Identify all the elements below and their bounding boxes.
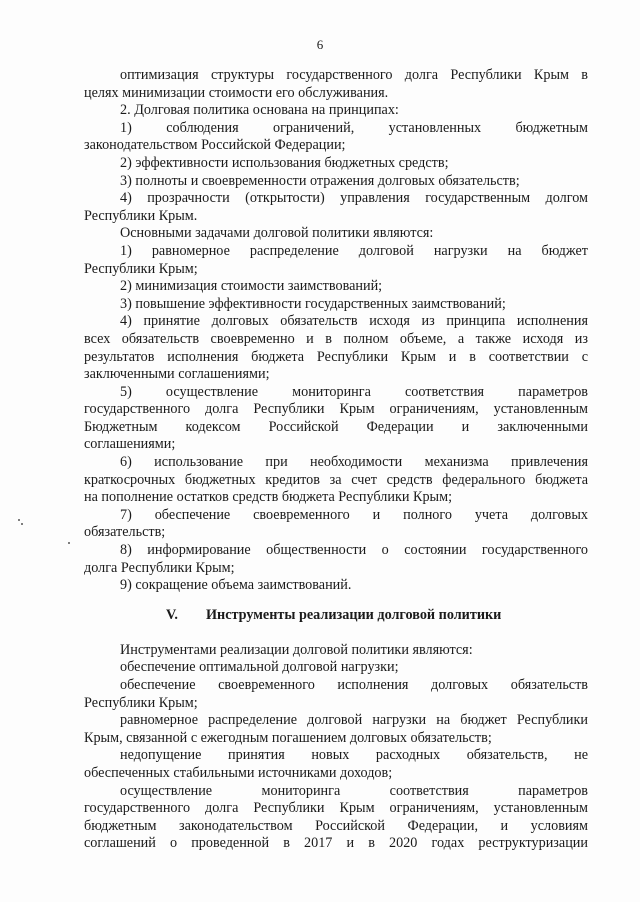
text-line: Основными задачами долговой политики являются: — [120, 225, 434, 242]
text-line: недопущение принятия новых расходных обязательств, не — [120, 747, 588, 764]
text-line: государственного долга Республики Крым ограничениям, установленным — [84, 800, 588, 817]
text-line: равномерное распределение долговой нагрузки на бюджет Республики — [120, 712, 588, 729]
text-line: 5) осуществление мониторинга соответствия параметров — [120, 383, 588, 400]
text-line: соглашениями; — [84, 436, 176, 453]
text-line: результатов исполнения бюджета Республики Крым и в соответствии с — [84, 348, 588, 365]
text-line: Республики Крым; — [84, 260, 198, 277]
text-line: Бюджетным кодексом Российской Федерации и заключенными — [84, 418, 588, 435]
text-line: бюджетным законодательством Российской Федерации, и условиям — [84, 817, 588, 834]
section-heading — [84, 602, 588, 628]
text-line: обеспечение своевременного исполнения долговых обязательств — [120, 677, 588, 693]
text-line: 1) соблюдения ограничений, установленных бюджетным — [120, 119, 588, 136]
text-line: 2. Долговая политика основана на принципах: — [120, 102, 399, 119]
text-line: 3) полноты и своевременности отражения долговых обязательств; — [120, 172, 520, 189]
section-title: Инструменты реализации долговой политики — [206, 606, 502, 623]
text-line: всех обязательств своевременно и в полном объеме, а также исходя из — [84, 330, 588, 347]
text-line: 2) минимизация стоимости заимствований; — [120, 278, 383, 295]
text-line: оптимизация структуры государственного долга Республики Крым в — [120, 67, 588, 83]
text-line: 1) равномерное распределение долговой нагрузки на бюджет — [120, 242, 588, 259]
text-line: Крым, связанной с ежегодным погашением долговых обязательств; — [84, 729, 492, 746]
text-line: 3) повышение эффективности государственных заимствований; — [120, 295, 506, 312]
text-line: Республики Крым. — [84, 207, 198, 224]
instruments-section — [84, 642, 588, 853]
text-line: 7) обеспечение своевременного и полного учета долговых — [120, 506, 588, 523]
text-line: обеспеченных стабильными источниками доходов; — [84, 764, 393, 781]
section-number: V. — [166, 606, 178, 623]
text-line: соглашений о проведенной в 2017 и в 2020 годах реструктуризации — [84, 835, 588, 852]
text-line: 2) эффективности использования бюджетных средств; — [120, 154, 449, 171]
scan-speck — [68, 542, 70, 544]
text-line: 4) принятие долговых обязательств исходя из принципа исполнения — [120, 313, 588, 330]
text-line: целях минимизации стоимости его обслуживания. — [84, 84, 389, 101]
text-line: обязательств; — [84, 524, 166, 541]
text-line: 9) сокращение объема заимствований. — [120, 577, 352, 594]
text-line: краткосрочных бюджетных кредитов за счет средств федерального бюджета — [84, 471, 588, 488]
text-line: 6) использование при необходимости механизма привлечения — [120, 454, 588, 471]
document-body — [84, 67, 588, 853]
text-line: 8) информирование общественности о состоянии государственного — [120, 542, 588, 559]
text-line: законодательством Российской Федерации; — [84, 137, 346, 154]
principles-and-tasks-section — [84, 67, 588, 595]
text-line: Республики Крым; — [84, 694, 198, 711]
text-line: осуществление мониторинга соответствия параметров — [120, 782, 588, 799]
text-line: на пополнение остатков средств бюджета Республики Крым; — [84, 489, 453, 506]
scan-speck — [21, 523, 23, 525]
text-line: долга Республики Крым; — [84, 559, 235, 576]
text-line: 4) прозрачности (открытости) управления государственным долгом — [120, 190, 588, 207]
text-line: обеспечение оптимальной долговой нагрузки; — [120, 659, 399, 676]
page-number: 6 — [316, 37, 324, 52]
scan-speck — [18, 519, 20, 521]
text-line: государственного долга Республики Крым ограничениям, установленным — [84, 401, 588, 418]
text-line: заключенными соглашениями; — [84, 366, 270, 383]
text-line: Инструментами реализации долговой политики являются: — [120, 641, 473, 658]
